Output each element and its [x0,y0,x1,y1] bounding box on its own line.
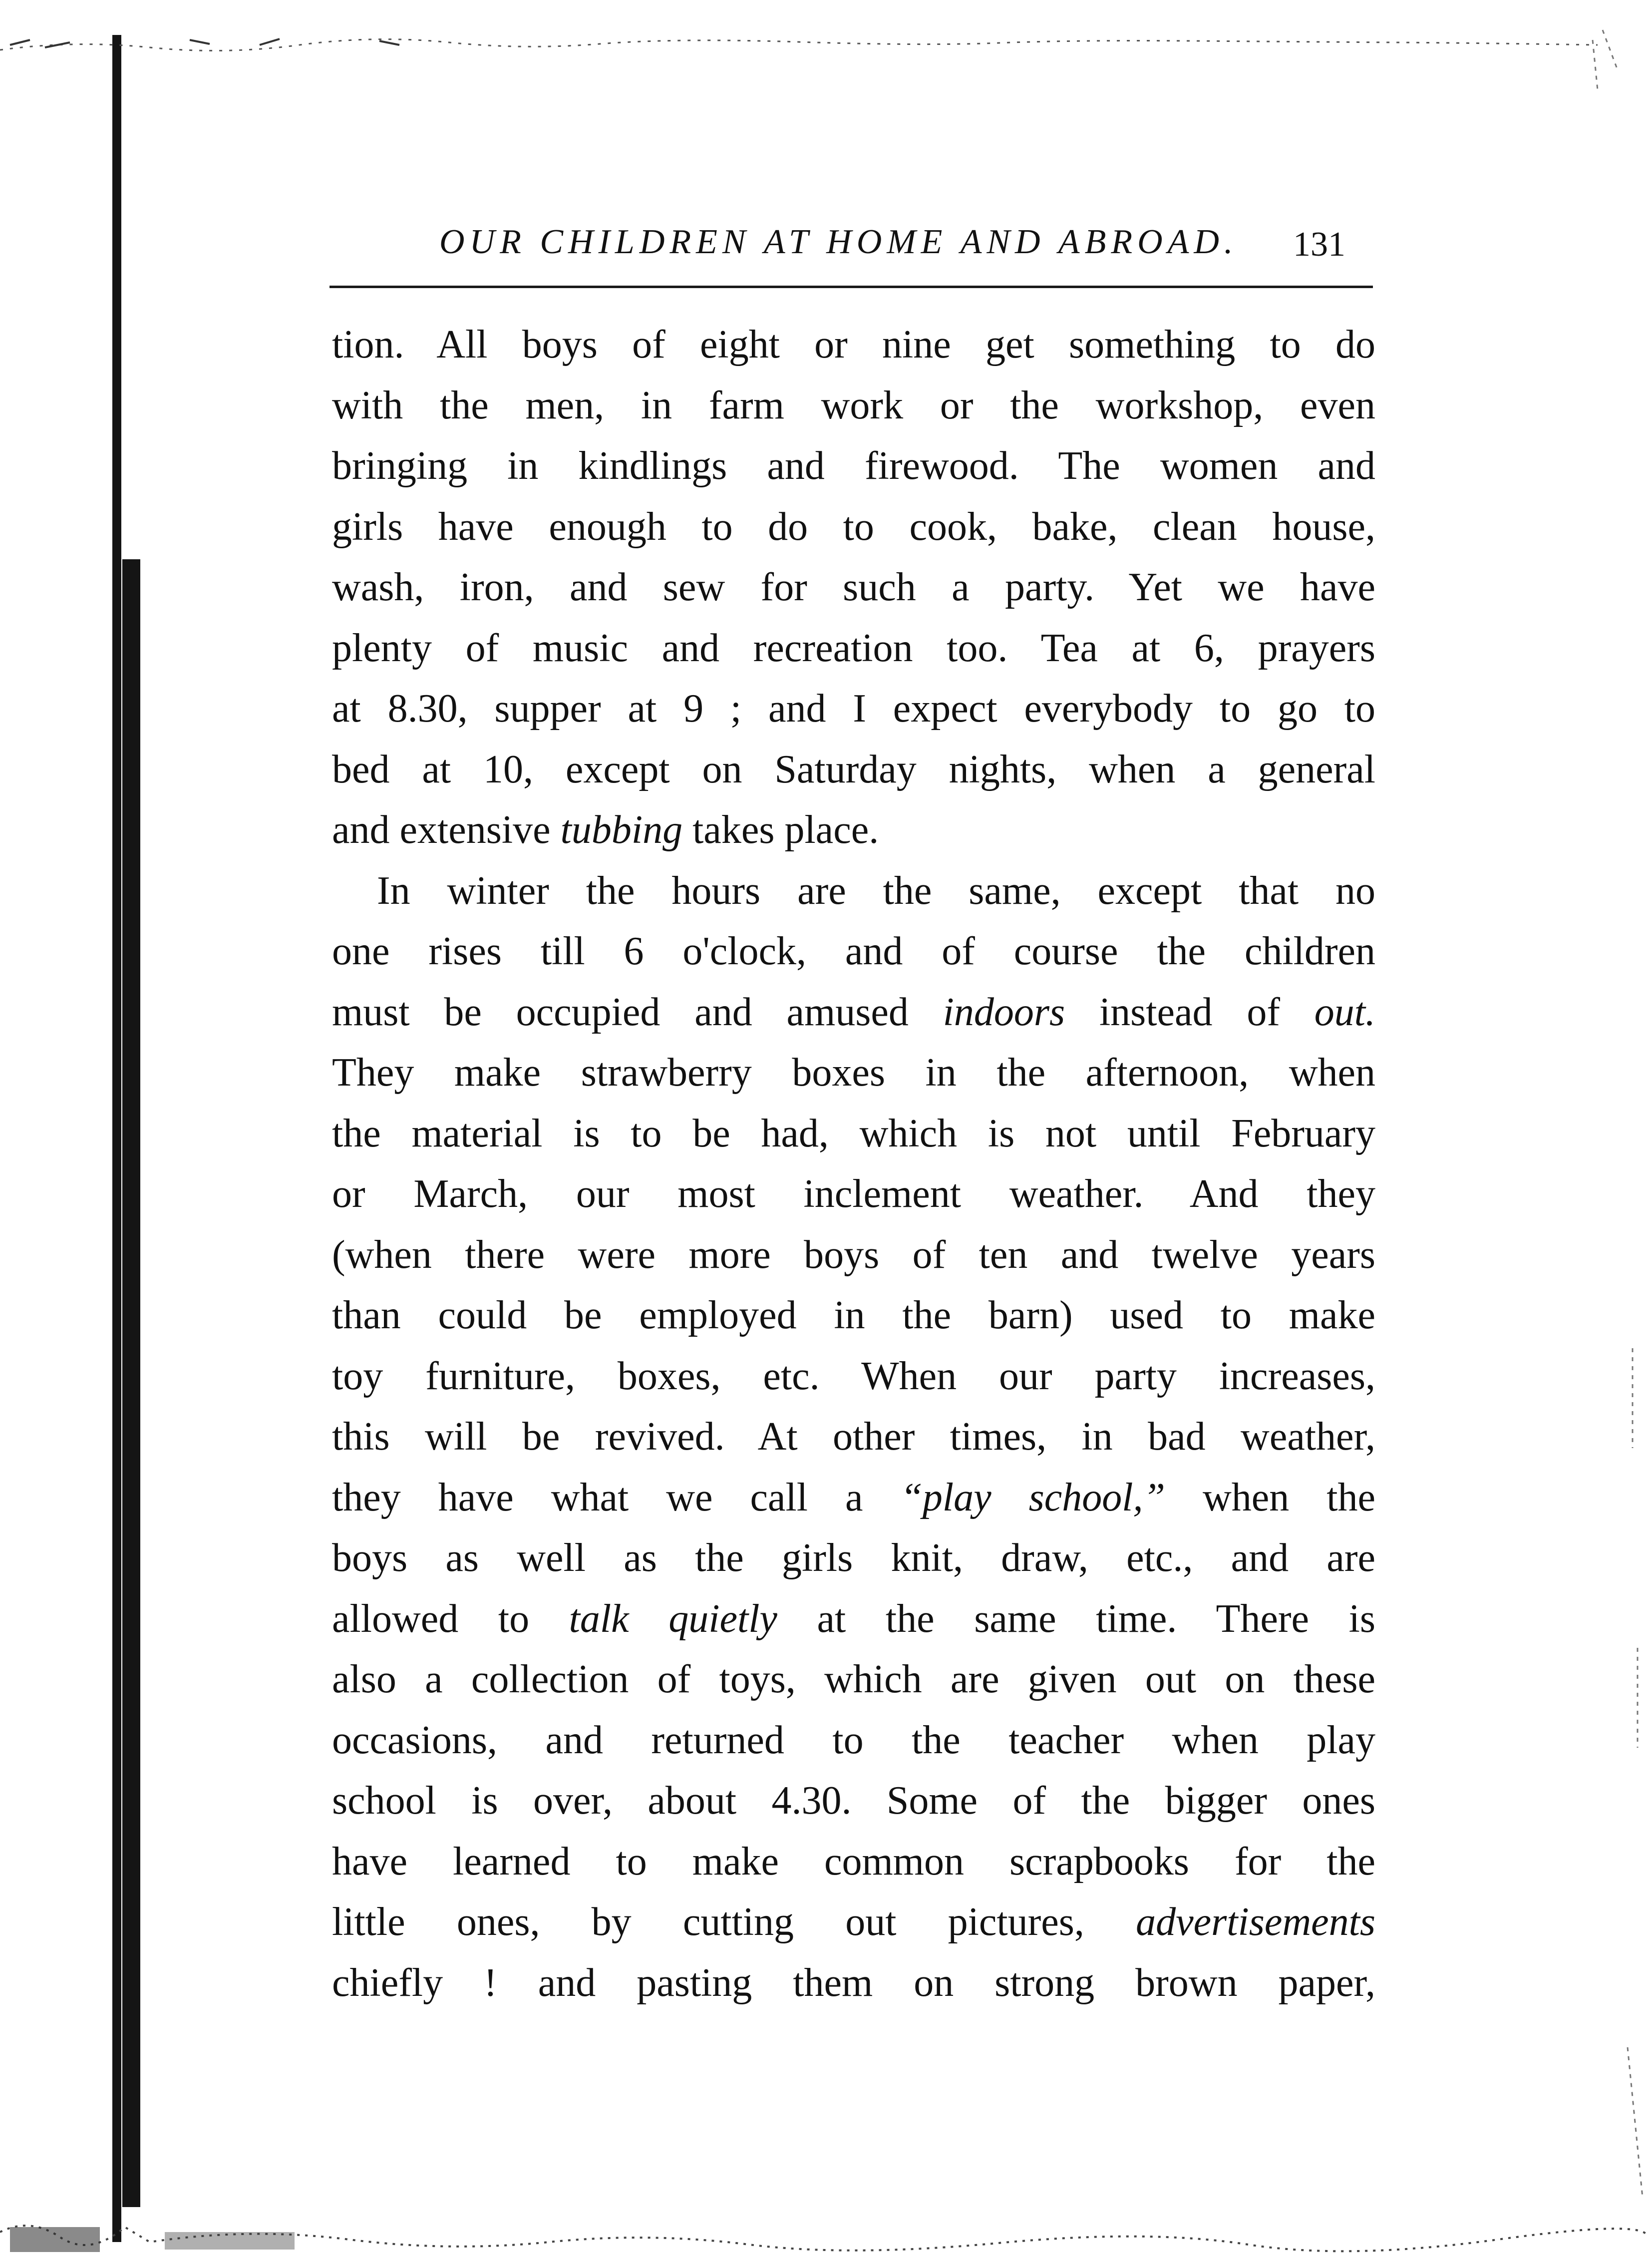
text-line: girls have enough to do to cook, bake, clean house, [332,504,1375,549]
header-rule [330,286,1373,288]
running-head: OUR CHILDREN AT HOME AND ABROAD. [439,223,1238,261]
text-line: this will be revived. At other times, in bad weather, [332,1415,1375,1459]
text-line: boys as well as the girls knit, draw, etc., and are [332,1536,1375,1580]
text-line [332,982,1375,1043]
text-span: little ones, by cutting out pictures, [332,1900,1136,1944]
text-line [332,1468,1375,1528]
text-span: and extensive [332,808,561,852]
scan-noise-top [0,30,1651,60]
text-line: (when there were more boys of ten and twelve years [332,1232,1375,1277]
text-line: bed at 10, except on Saturday nights, when a general [332,747,1375,791]
text-line: also a collection of toys, which are given out on these [332,1657,1375,1701]
text-line: plenty of music and recreation too. Tea at 6, prayers [332,626,1375,670]
paragraph-2 [332,861,1375,2014]
text-line: bringing in kindlings and firewood. The women and [332,444,1375,488]
text-span: they have what we call a [332,1475,901,1519]
text-line: at 8.30, supper at 9 ; and I expect everybody to go to [332,687,1375,731]
text-line: They make strawberry boxes in the afternoon, when [332,1051,1375,1095]
text-line: occasions, and returned to the teacher when play [332,1718,1375,1762]
text-line: the material is to be had, which is not until February [332,1111,1375,1155]
text-line: than could be employed in the barn) used to make [332,1293,1375,1337]
text-line: school is over, about 4.30. Some of the bigger ones [332,1779,1375,1823]
binding-edge-shadow [112,35,121,2242]
text-line: chiefly ! and pasting them on strong brown paper, [332,1960,1375,2005]
body-text [332,315,1375,2013]
text-line: one rises till 6 o'clock, and of course the children [332,929,1375,973]
binding-edge-shadow-thick [122,559,140,2207]
text-line: tion. All boys of eight or nine get something to do [332,323,1375,367]
italic-text: tubbing [560,808,683,852]
text-span: allowed to [332,1596,569,1641]
text-line: wash, iron, and sew for such a party. Yet we have [332,565,1375,609]
italic-text: “play school,” [900,1475,1166,1519]
text-line [332,1589,1375,1650]
text-line: In winter the hours are the same, except that no [377,868,1375,913]
text-line: toy furniture, boxes, etc. When our party increases, [332,1354,1375,1398]
italic-text: talk quietly [569,1596,777,1641]
text-span: must be occupied and amused [332,990,943,1034]
italic-text: advertisements [1136,1900,1375,1944]
text-line: have learned to make common scrapbooks for the [332,1839,1375,1884]
paragraph-1 [332,315,1375,861]
text-span: at the same time. There is [777,1596,1376,1641]
page-number: 131 [1293,225,1345,264]
text-line [332,800,1375,861]
italic-text: indoors [943,990,1065,1034]
scan-noise-right-edge [1573,0,1648,2268]
text-line: with the men, in farm work or the workshop, even [332,383,1375,427]
text-line [332,1892,1375,1953]
text-span: when the [1165,1475,1376,1519]
text-line: or March, our most inclement weather. And they [332,1172,1375,1216]
text-span: takes place. [682,808,879,852]
scan-noise-bottom [0,2197,1651,2257]
italic-text: out. [1314,990,1375,1034]
text-span: instead of [1065,990,1315,1034]
